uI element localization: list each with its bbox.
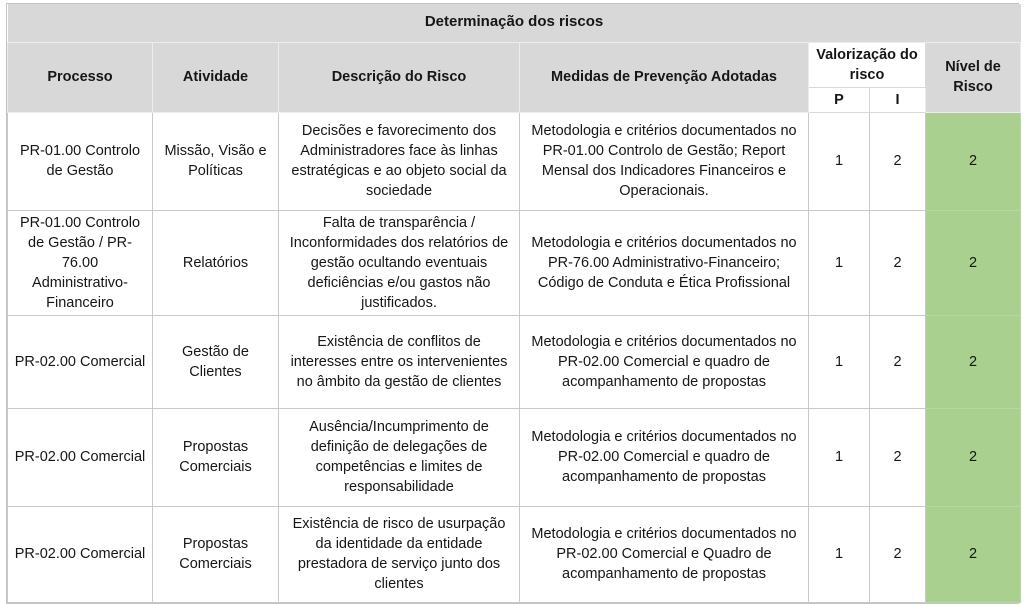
medidas-cell: Metodologia e critérios documentados no PR-01.00 Controlo de Gestão; Report Mensal dos Indicadores Financeiros e Operacionais.	[520, 112, 809, 210]
column-header-p: P	[809, 87, 870, 112]
nivel-risco-cell: 2	[926, 112, 1021, 210]
processo-cell: PR-02.00 Comercial	[8, 506, 153, 602]
p-value-cell: 1	[809, 112, 870, 210]
table-row	[8, 506, 1021, 602]
atividade-cell: Propostas Comerciais	[153, 506, 279, 602]
atividade-cell: Propostas Comerciais	[153, 408, 279, 506]
risk-table	[7, 4, 1021, 603]
table-row	[8, 315, 1021, 408]
column-header-valorizacao: Valorização do risco	[809, 42, 926, 87]
table-row	[8, 408, 1021, 506]
medidas-cell: Metodologia e critérios documentados no PR-02.00 Comercial e quadro de acompanhamento de propostas	[520, 315, 809, 408]
column-header-nivel: Nível de Risco	[926, 42, 1021, 112]
atividade-cell: Gestão de Clientes	[153, 315, 279, 408]
medidas-cell: Metodologia e critérios documentados no PR-76.00 Administrativo-Financeiro; Código de Conduta e Ética Profissional	[520, 210, 809, 315]
page-title: Determinação dos riscos	[8, 4, 1021, 42]
table-body	[8, 112, 1021, 602]
nivel-risco-cell: 2	[926, 315, 1021, 408]
processo-cell: PR-02.00 Comercial	[8, 315, 153, 408]
processo-cell: PR-01.00 Controlo de Gestão	[8, 112, 153, 210]
descricao-cell: Falta de transparência / Inconformidades dos relatórios de gestão ocultando eventuais deficiências e/ou gastos não justificados.	[279, 210, 520, 315]
column-header-atividade: Atividade	[153, 42, 279, 112]
risk-table-container	[6, 3, 1019, 604]
descricao-cell: Existência de risco de usurpação da identidade da entidade prestadora de serviço junto dos clientes	[279, 506, 520, 602]
title-row	[8, 4, 1021, 42]
i-value-cell: 2	[870, 315, 926, 408]
column-header-medidas: Medidas de Prevenção Adotadas	[520, 42, 809, 112]
table-row	[8, 210, 1021, 315]
descricao-cell: Existência de conflitos de interesses entre os intervenientes no âmbito da gestão de clientes	[279, 315, 520, 408]
nivel-risco-cell: 2	[926, 210, 1021, 315]
column-header-i: I	[870, 87, 926, 112]
i-value-cell: 2	[870, 408, 926, 506]
atividade-cell: Relatórios	[153, 210, 279, 315]
medidas-cell: Metodologia e critérios documentados no PR-02.00 Comercial e quadro de acompanhamento de propostas	[520, 408, 809, 506]
atividade-cell: Missão, Visão e Políticas	[153, 112, 279, 210]
processo-cell: PR-02.00 Comercial	[8, 408, 153, 506]
table-row	[8, 112, 1021, 210]
descricao-cell: Decisões e favorecimento dos Administradores face às linhas estratégicas e ao objeto social da sociedade	[279, 112, 520, 210]
p-value-cell: 1	[809, 315, 870, 408]
table-header	[8, 4, 1021, 112]
nivel-risco-cell: 2	[926, 506, 1021, 602]
p-value-cell: 1	[809, 210, 870, 315]
header-row	[8, 42, 1021, 87]
column-header-descricao: Descrição do Risco	[279, 42, 520, 112]
column-header-processo: Processo	[8, 42, 153, 112]
p-value-cell: 1	[809, 506, 870, 602]
p-value-cell: 1	[809, 408, 870, 506]
medidas-cell: Metodologia e critérios documentados no PR-02.00 Comercial e Quadro de acompanhamento de propostas	[520, 506, 809, 602]
descricao-cell: Ausência/Incumprimento de definição de delegações de competências e limites de responsabilidade	[279, 408, 520, 506]
nivel-risco-cell: 2	[926, 408, 1021, 506]
i-value-cell: 2	[870, 112, 926, 210]
i-value-cell: 2	[870, 210, 926, 315]
processo-cell: PR-01.00 Controlo de Gestão / PR-76.00 Administrativo-Financeiro	[8, 210, 153, 315]
i-value-cell: 2	[870, 506, 926, 602]
